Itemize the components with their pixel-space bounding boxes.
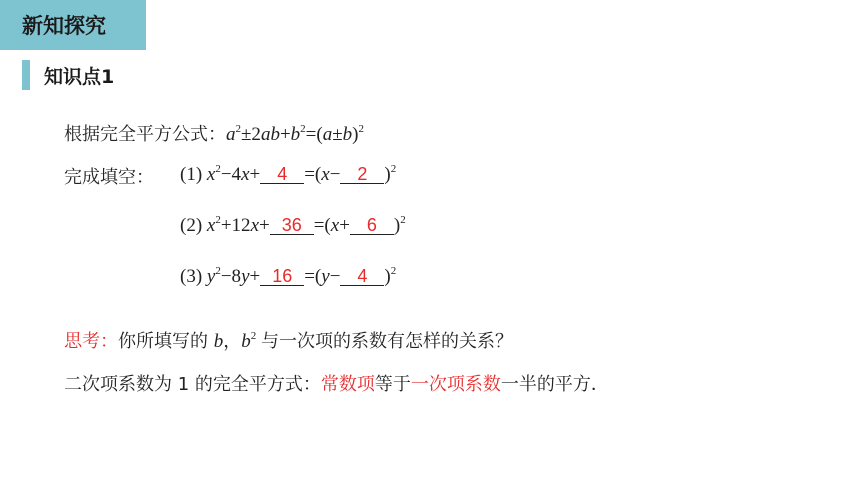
section-heading	[22, 60, 114, 90]
exercise-item-1: (1) $x^2-4x+ 4 =(x- 2$ )$^2$	[180, 163, 397, 185]
formula-line	[64, 120, 364, 146]
conclusion: 二次项系数为 1 的完全平方式：常数项等于一次项系数一半的平方．	[64, 374, 609, 395]
formula-expression: $a^2\pm 2ab+b^2=(a\pm b)^2$	[226, 123, 364, 145]
highlight-linear-coefficient: 一次项系数	[410, 374, 501, 395]
highlight-constant-term: 常数项	[320, 374, 375, 395]
section-title: 知识点1	[44, 65, 115, 88]
tab-title: 新知探究	[22, 14, 106, 38]
answer-blank: 4	[260, 165, 304, 184]
exercise-item-2: (2) $x^2+12x+ 36 =(x+ 6$ )$^2$	[180, 214, 406, 236]
answer-blank: 36	[270, 216, 314, 235]
answer-blank: 16	[260, 267, 304, 286]
formula-label: 根据完全平方公式：	[64, 124, 226, 145]
answer-blank: 2	[340, 165, 384, 184]
section-tab	[0, 0, 146, 50]
answer-blank: 6	[350, 216, 394, 235]
exercise-label: 完成填空：	[64, 167, 154, 188]
think-label: 思考：	[64, 331, 118, 352]
think-question: 思考：你所填写的 b，$b^2$ 与一次项的系数有怎样的关系？	[64, 330, 513, 352]
exercise-item-3: (3) $y^2-8y+ 16 =(y- 4$ )$^2$	[180, 265, 397, 287]
answer-blank: 4	[340, 267, 384, 286]
section-marker	[22, 60, 30, 90]
